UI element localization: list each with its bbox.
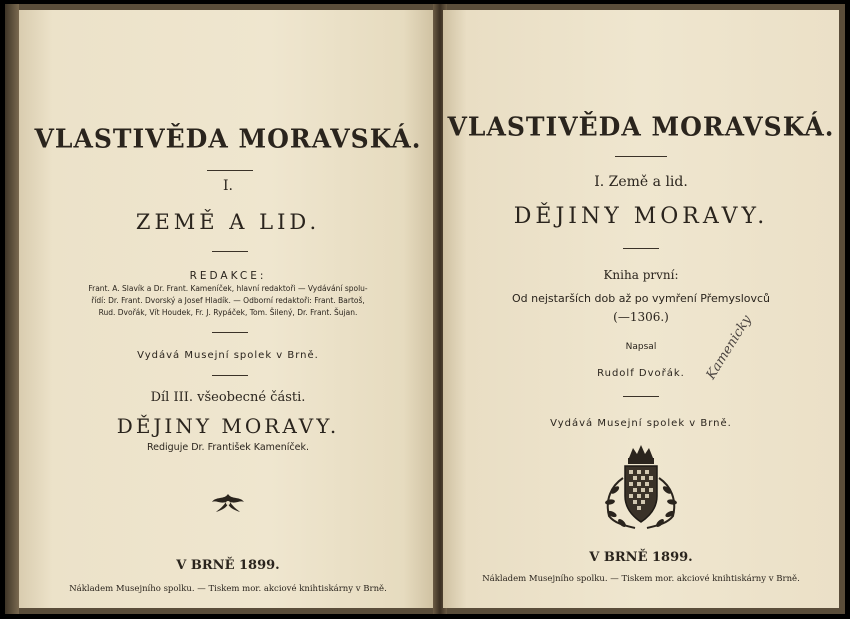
editors-list [25, 283, 431, 319]
divider [623, 248, 659, 249]
left-volume-title: ZEMĚ A LID. [135, 210, 321, 234]
author-name: Rudolf Dvořák. [597, 368, 685, 379]
part-line: Díl III. všeobecné části. [150, 390, 306, 405]
right-volume-line: I. Země a lid. [594, 174, 688, 190]
left-publisher-line: Vydává Musejní spolek v Brně. [137, 350, 319, 361]
left-imprint-place: V BRNĚ 1899. [176, 558, 280, 573]
book-title: DĚJINY MORAVY. [513, 204, 769, 229]
book-number: Kniha první: [603, 268, 679, 282]
right-publisher-line: Vydává Musejní spolek v Brně. [550, 418, 732, 429]
divider [615, 156, 667, 157]
right-imprint-line: Nákladem Musejního spolku. — Tiskem mor. akciové knihtiskárny v Brně. [482, 574, 800, 584]
editors-heading: REDAKCE: [189, 270, 267, 282]
left-volume-number: I. [223, 178, 233, 194]
book-cover-edge [5, 4, 19, 614]
book-subtitle: Od nejstarších dob až po vymření Přemyslovců [511, 292, 771, 305]
divider [212, 332, 248, 333]
editors-line: Frant. A. Slavík a Dr. Frant. Kameníček, hlavní redaktoři — Vydávání spolu- [88, 284, 368, 293]
divider [212, 375, 248, 376]
editors-line: řídí: Dr. Frant. Dvorský a Josef Hladík. — Odborní redaktoři: Frant. Bartoš, [91, 296, 365, 305]
right-imprint-place: V BRNĚ 1899. [589, 550, 693, 565]
open-book [5, 4, 845, 614]
author-label: Napsal [625, 342, 657, 352]
book-years: (—1306.) [613, 310, 669, 324]
left-imprint-line: Nákladem Musejního spolku. — Tiskem mor. akciové knihtiskárny v Brně. [69, 584, 387, 594]
part-title: DĚJINY MORAVY. [116, 414, 340, 438]
divider [623, 396, 659, 397]
left-title-page [19, 10, 437, 608]
divider [212, 251, 248, 252]
part-editor: Rediguje Dr. František Kameníček. [146, 442, 310, 453]
editors-line: Rud. Dvořák, Vít Houdek, Fr. J. Rypáček, Tom. Šilený, Dr. Frant. Šujan. [98, 308, 358, 317]
handwritten-signature: Kamenicky [703, 312, 755, 383]
right-series-title: VLASTIVĚDA MORAVSKÁ. [447, 111, 835, 142]
right-title-page [443, 10, 839, 608]
divider [207, 170, 253, 171]
fleuron-icon [19, 490, 437, 522]
moravian-eagle-crest-icon [443, 442, 839, 540]
left-series-title: VLASTIVĚDA MORAVSKÁ. [34, 123, 422, 154]
